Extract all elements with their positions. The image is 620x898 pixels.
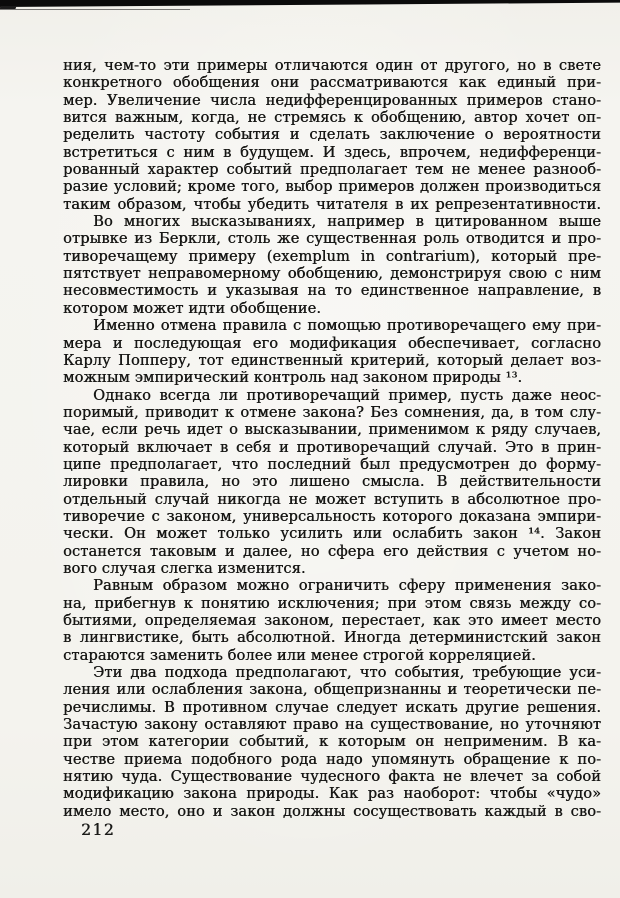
text-line: честве приема подобного рода надо упомянуть обращение к по- bbox=[63, 750, 601, 768]
text-line: чески. Он может только усилить или ослабить закон ¹⁴. Закон bbox=[63, 525, 601, 543]
text-line: конкретного обобщения они рассматриваются как единый при- bbox=[63, 74, 601, 92]
text-line: модификацию закона природы. Как раз наоборот: чтобы «чудо» bbox=[63, 785, 601, 803]
text-line: нятию чуда. Существование чудесного факта не влечет за собой bbox=[63, 768, 601, 786]
text-line: Эти два подхода предполагают, что события, требующие уси- bbox=[93, 664, 601, 682]
text-line: тиворечие с законом, универсальность которого доказана эмпири- bbox=[63, 507, 601, 525]
text-line: тиворечащему примеру (exemplum in contrarium), который пре- bbox=[63, 247, 601, 265]
text-line: речислимы. В противном случае следует искать другие решения. bbox=[63, 698, 601, 716]
text-line: таким образом, чтобы убедить читателя в их репрезентативности. bbox=[63, 195, 601, 213]
text-line: Именно отмена правила с помощью противоречащего ему при- bbox=[93, 317, 601, 335]
text-line: отрывке из Беркли, столь же существенная роль отводится и про- bbox=[63, 230, 601, 248]
text-line: Зачастую закону оставляют право на существование, но уточняют bbox=[63, 716, 601, 734]
text-line: который включает в себя и противоречащий случай. Это в прин- bbox=[63, 438, 601, 456]
text-line: имело место, оно и закон должны сосуществовать каждый в сво- bbox=[63, 802, 601, 820]
paragraph bbox=[63, 664, 601, 820]
text-line: ления или ослабления закона, общепризнанны и теоретически пе- bbox=[63, 681, 601, 699]
text-line: можным эмпирический контроль над законом природы ¹³. bbox=[63, 369, 523, 387]
text-line: ния, чем-то эти примеры отличаются один от другого, но в свете bbox=[63, 57, 601, 74]
scan-artifact-top-bar bbox=[0, 0, 620, 7]
text-line: Равным образом можно ограничить сферу применения зако- bbox=[93, 577, 601, 595]
text-line: вого случая слегка изменится. bbox=[63, 559, 306, 577]
text-line: пятствует неправомерному обобщению, демонстрируя свою с ним bbox=[63, 265, 601, 283]
text-line: в лингвистике, быть абсолютной. Иногда детерминистский закон bbox=[63, 629, 601, 647]
text-line: Однако всегда ли противоречащий пример, пусть даже неос- bbox=[93, 386, 601, 404]
page-number: 212 bbox=[81, 821, 116, 839]
text-line: останется таковым и далее, но сфера его действия с учетом но- bbox=[63, 542, 601, 560]
text-line: Карлу Попперу, тот единственный критерий, который делает воз- bbox=[63, 351, 601, 369]
scan-artifact-thin-line bbox=[0, 9, 190, 10]
text-line: несовместимость и указывая на то единственное направление, в bbox=[63, 282, 601, 300]
text-line: ределить частоту события и сделать заключение о вероятности bbox=[63, 126, 601, 144]
text-line: разие условий; кроме того, выбор примеров должен производиться bbox=[63, 178, 601, 196]
text-line: при этом категории событий, к которым он неприменим. В ка- bbox=[63, 733, 601, 751]
text-line: стараются заменить более или менее строгой корреляцией. bbox=[63, 646, 536, 664]
paragraph bbox=[63, 577, 601, 664]
text-line: рованный характер событий предполагает тем не менее разнооб- bbox=[63, 161, 601, 179]
text-line: отдельный случай никогда не может вступить в абсолютное про- bbox=[63, 490, 601, 508]
text-line: вится важным, когда, не стремясь к обобщению, автор хочет оп- bbox=[63, 109, 601, 127]
paragraph bbox=[63, 57, 601, 213]
paragraph bbox=[63, 213, 601, 317]
text-line: мера и последующая его модификация обеспечивает, согласно bbox=[63, 334, 601, 352]
text-line: ципе предполагает, что последний был предусмотрен до форму- bbox=[63, 455, 601, 473]
text-line: на, прибегнув к понятию исключения; при этом связь между со- bbox=[63, 594, 601, 612]
text-line: поримый, приводит к отмене закона? Без сомнения, да, в том слу- bbox=[63, 403, 601, 421]
text-line: котором может идти обобщение. bbox=[63, 299, 321, 317]
text-line: бытиями, определяемая законом, перестает, как это имеет место bbox=[63, 612, 601, 629]
text-line: лировки правила, но это лишено смысла. В действительности bbox=[63, 473, 601, 491]
text-line: Во многих высказываниях, например в цитированном выше bbox=[93, 213, 601, 231]
text-line: встретиться с ним в будущем. И здесь, впрочем, недифференци- bbox=[63, 143, 601, 161]
text-line: мер. Увеличение числа недифференцированных примеров стано- bbox=[63, 91, 601, 109]
paragraph bbox=[63, 317, 601, 386]
text-column bbox=[63, 57, 601, 820]
text-line: чае, если речь идет о высказывании, применимом к ряду случаев, bbox=[63, 421, 601, 439]
paragraph bbox=[63, 387, 601, 578]
